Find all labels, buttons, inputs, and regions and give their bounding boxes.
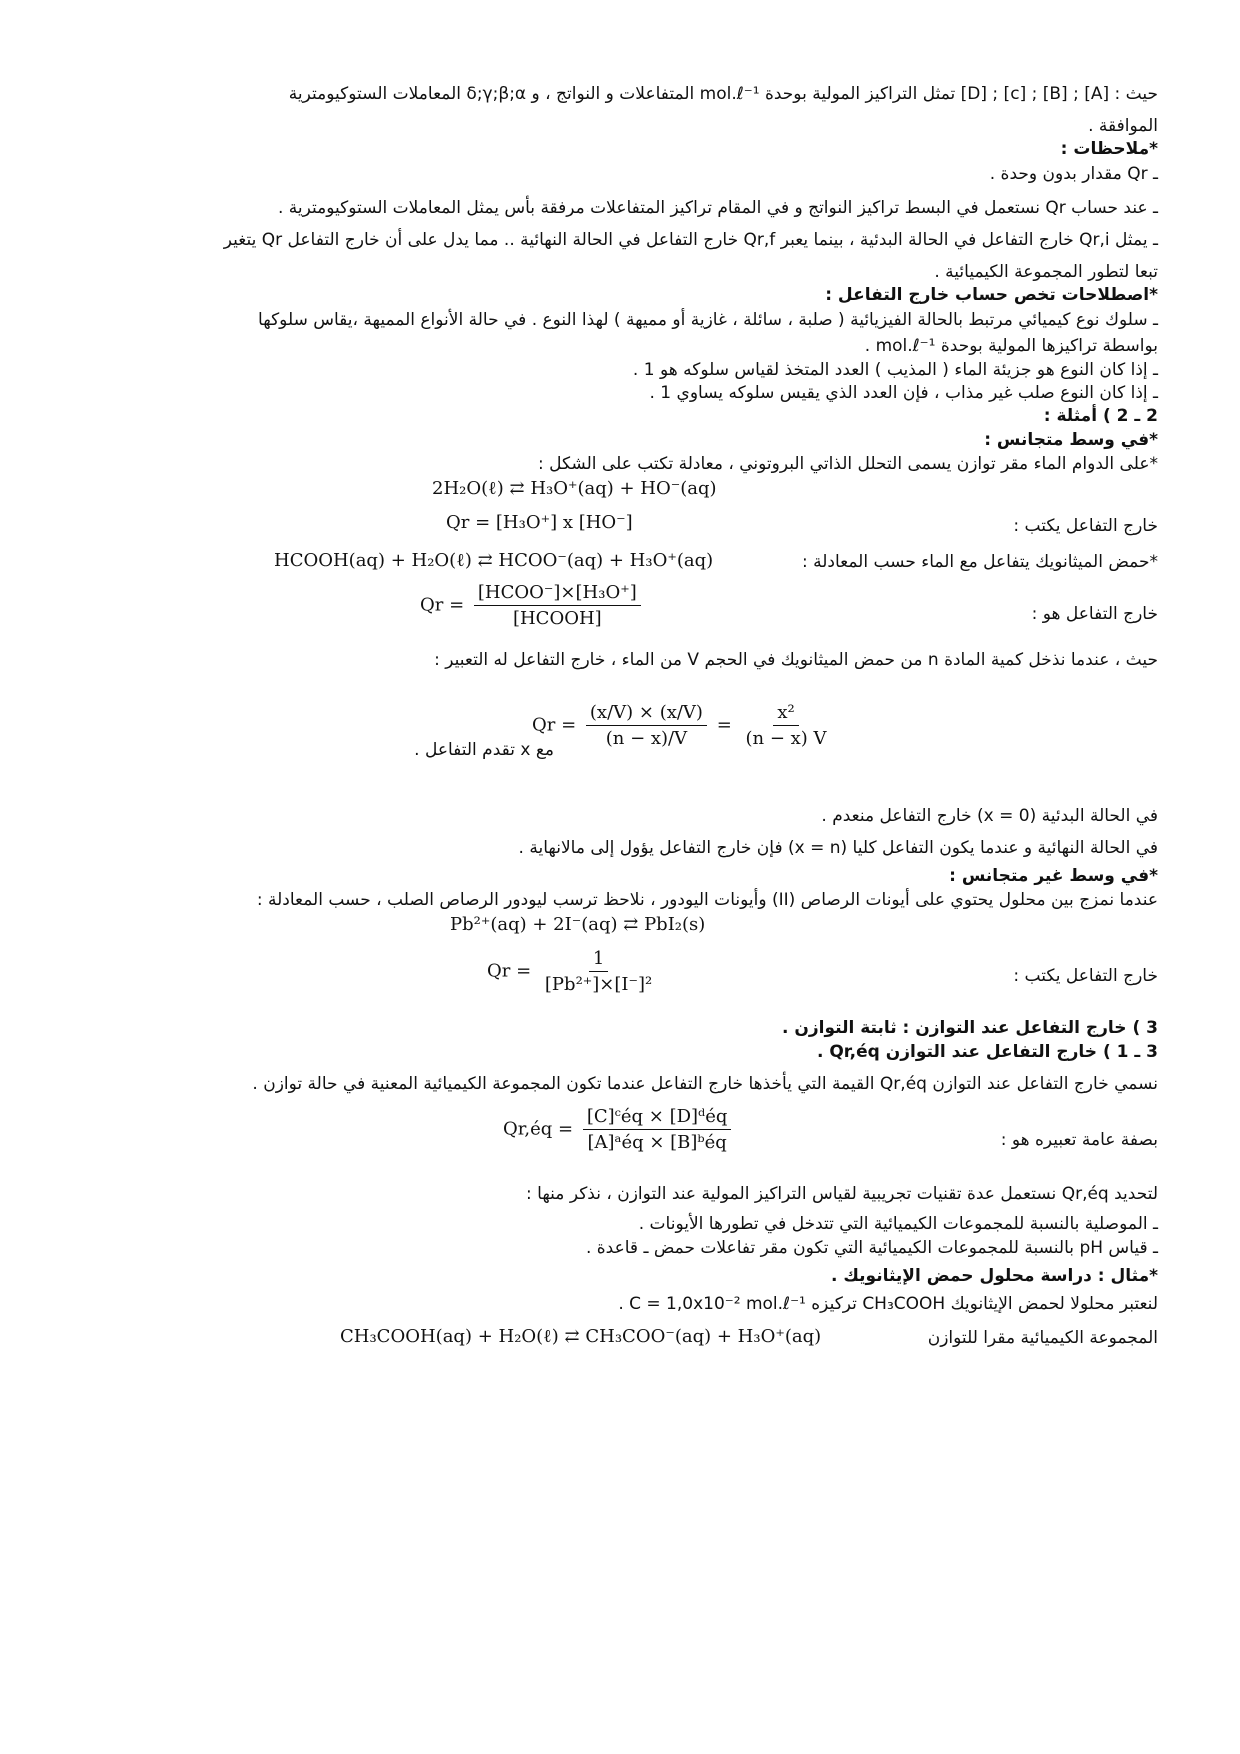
example-heading: *مثال : دراسة محلول حمض الإيثانويك . <box>830 1266 1158 1286</box>
equilibrium-quotient-definition: نسمي خارج التفاعل عند التوازن Qr,éq القيمة التي يأخذها خارج التفاعل عندما تكون المجموعة الكيميائية المعنية في حالة توازن . <box>252 1074 1158 1094</box>
section-3-1-heading: 3 ـ 1 ) خارج التفاعل عند التوازن Qr,éq . <box>816 1042 1158 1062</box>
lead-iodide-equation: Pb²⁺(aq) + 2I⁻(aq) ⇄ PbI₂(s) <box>450 914 706 935</box>
methanoic-qr-fraction <box>420 582 645 629</box>
x-qr-denominator: (n − x)/V <box>605 728 688 749</box>
eq-qr-lhs: Qr,éq = <box>503 1118 574 1140</box>
methanoic-intro: *حمض الميثانويك يتفاعل مع الماء حسب المعادلة : <box>801 552 1158 572</box>
where-n-paragraph: حيث ، عندما نذخل كمية المادة n من حمض الميثانويك في الحجم V من الماء ، خارج التفاعل له التعبير : <box>434 650 1158 670</box>
heterogeneous-intro: عندما نمزج بين محلول يحتوي على أيونات الرصاص (II) وأيونات اليودور ، نلاحظ ترسب ليودور الرصاص الصلب ، حسب المعادلة : <box>256 890 1158 910</box>
paragraph-definitions-cont: الموافقة . <box>1088 116 1158 136</box>
qr-is-label: خارج التفاعل هو : <box>1031 604 1158 624</box>
final-state-note: في الحالة النهائية و عندما يكون التفاعل كليا (x = n) فإن خارج التفاعل يؤول إلى مالانهاية . <box>518 838 1158 858</box>
methanoic-qr-denominator: [HCOOH] <box>512 608 602 629</box>
methanoic-qr-frac <box>474 582 641 629</box>
heterogeneous-heading: *في وسط غير متجانس : <box>949 866 1158 886</box>
x-qr-numerator: (x/V) × (x/V) <box>586 702 707 726</box>
methanoic-equation: HCOOH(aq) + H₂O(ℓ) ⇄ HCOO⁻(aq) + H₃O⁺(aq) <box>274 550 714 571</box>
homogeneous-heading: *في وسط متجانس : <box>984 430 1158 450</box>
with-x-label: مع x تقدم التفاعل . <box>414 740 554 760</box>
methanoic-qr-lhs: Qr = <box>420 594 465 616</box>
convention-3: ـ إذا كان النوع صلب غير مذاب ، فإن العدد الذي يقيس سلوكه يساوي 1 . <box>649 383 1158 403</box>
lead-qr-numerator: 1 <box>589 948 608 972</box>
general-expression-label: بصفة عامة تعبيره هو : <box>1000 1130 1158 1150</box>
qr-written-label-2: خارج التفاعل يكتب : <box>1013 966 1158 986</box>
lead-qr-frac <box>541 948 656 995</box>
water-qr-expression: Qr = [H₃O⁺] x [HO⁻] <box>446 512 633 533</box>
x-qr-rhs-denominator: (n − x) V <box>745 728 827 749</box>
convention-1: ـ سلوك نوع كيميائي مرتبط بالحالة الفيزيائية ( صلبة ، سائلة ، غازية أو مميهة ) لهذا النوع . في حالة الأنواع المميهة ،يقاس سلوكها <box>258 310 1158 330</box>
water-autoprotolysis-equation: 2H₂O(ℓ) ⇄ H₃O⁺(aq) + HO⁻(aq) <box>432 478 717 499</box>
note-2: ـ عند حساب Qr نستعمل في البسط تراكيز النواتج و في المقام تراكيز المتفاعلات مرفقة بأس يمثل المعاملات الستوكيومترية . <box>277 198 1158 218</box>
examples-heading: 2 ـ 2 ) أمثلة : <box>1043 406 1158 426</box>
paragraph-definitions: حيث : [A] ; [B] ; [c] ; [D] تمثل التراكيز المولية بوحدة mol.ℓ⁻¹ المتفاعلات و النواتج ، و δ;γ;β;α المعاملات الستوكيومترية <box>288 84 1158 104</box>
convention-2: ـ إذا كان النوع هو جزيئة الماء ( المذيب ) العدد المتخذ لقياس سلوكه هو 1 . <box>632 360 1158 380</box>
x-qr-frac <box>586 702 707 749</box>
note-1: ـ Qr مقدار بدون وحدة . <box>989 164 1158 184</box>
methanoic-qr-numerator: [HCOO⁻]×[H₃O⁺] <box>474 582 641 606</box>
ethanoic-solution: لنعتبر محلولا لحمض الإيثانويك CH₃COOH تركيزه C = 1,0x10⁻² mol.ℓ⁻¹ . <box>618 1294 1158 1314</box>
equilibrium-system-label: المجموعة الكيميائية مقرا للتوازن <box>927 1328 1158 1348</box>
ethanoic-equation: CH₃COOH(aq) + H₂O(ℓ) ⇄ CH₃COO⁻(aq) + H₃O⁺(aq) <box>340 1326 822 1347</box>
technique-conductimetry: ـ الموصلية بالنسبة للمجموعات الكيميائية التي تتدخل في تطورها الأيونات . <box>638 1214 1158 1234</box>
eq-qr-numerator: [C]ᶜéq × [D]ᵈéq <box>583 1106 732 1130</box>
x-qr-simplified <box>742 702 831 749</box>
x-qr-lhs: Qr = <box>532 714 577 736</box>
initial-state-note: في الحالة البدئية (x = 0) خارج التفاعل منعدم . <box>821 806 1158 826</box>
water-intro: *على الدوام الماء مقر توازن يسمى التحلل الذاتي البروتوني ، معادلة تكتب على الشكل : <box>538 454 1158 474</box>
lead-qr-denominator: [Pb²⁺]×[I⁻]² <box>544 974 653 995</box>
eq-qr-denominator: [A]ᵃéq × [B]ᵇéq <box>587 1132 727 1153</box>
technique-ph: ـ قياس pH بالنسبة للمجموعات الكيميائية التي تكون مقر تفاعلات حمض ـ قاعدة . <box>585 1238 1158 1258</box>
determination-methods-intro: لتحديد Qr,éq نستعمل عدة تقنيات تجريبية لقياس التراكيز المولية عند التوازن ، نذكر منها : <box>526 1184 1158 1204</box>
convention-1-cont: بواسطة تراكيزها المولية بوحدة mol.ℓ⁻¹ . <box>864 336 1158 356</box>
eq-qr-frac <box>583 1106 732 1153</box>
section-3-heading: 3 ) خارج التفاعل عند التوازن : ثابتة التوازن . <box>782 1018 1158 1038</box>
notes-heading: *ملاحظات : <box>1060 139 1158 159</box>
note-3-cont: تبعا لتطور المجموعة الكيميائية . <box>934 262 1158 282</box>
conventions-heading: *اصطلاحات تخص حساب خارج التفاعل : <box>825 285 1158 305</box>
x-qr-rhs-numerator: x² <box>773 702 798 726</box>
lead-qr-lhs: Qr = <box>487 960 532 982</box>
lead-qr-fraction <box>487 948 660 995</box>
qr-written-label: خارج التفاعل يكتب : <box>1013 516 1158 536</box>
x-qr-fraction: Qr = $\frac{(x/V) \times (x/V)}{(n - x)/V}$ = $\frac{\text{x²}}{(n - x) V}$ <box>532 702 835 749</box>
equilibrium-qr-fraction <box>503 1106 735 1153</box>
note-3: ـ يمثل Qr,i خارج التفاعل في الحالة البدئية ، بينما يعبر Qr,f خارج التفاعل في الحالة النهائية .. مما يدل على أن خارج التفاعل Qr يتغير <box>223 230 1158 250</box>
